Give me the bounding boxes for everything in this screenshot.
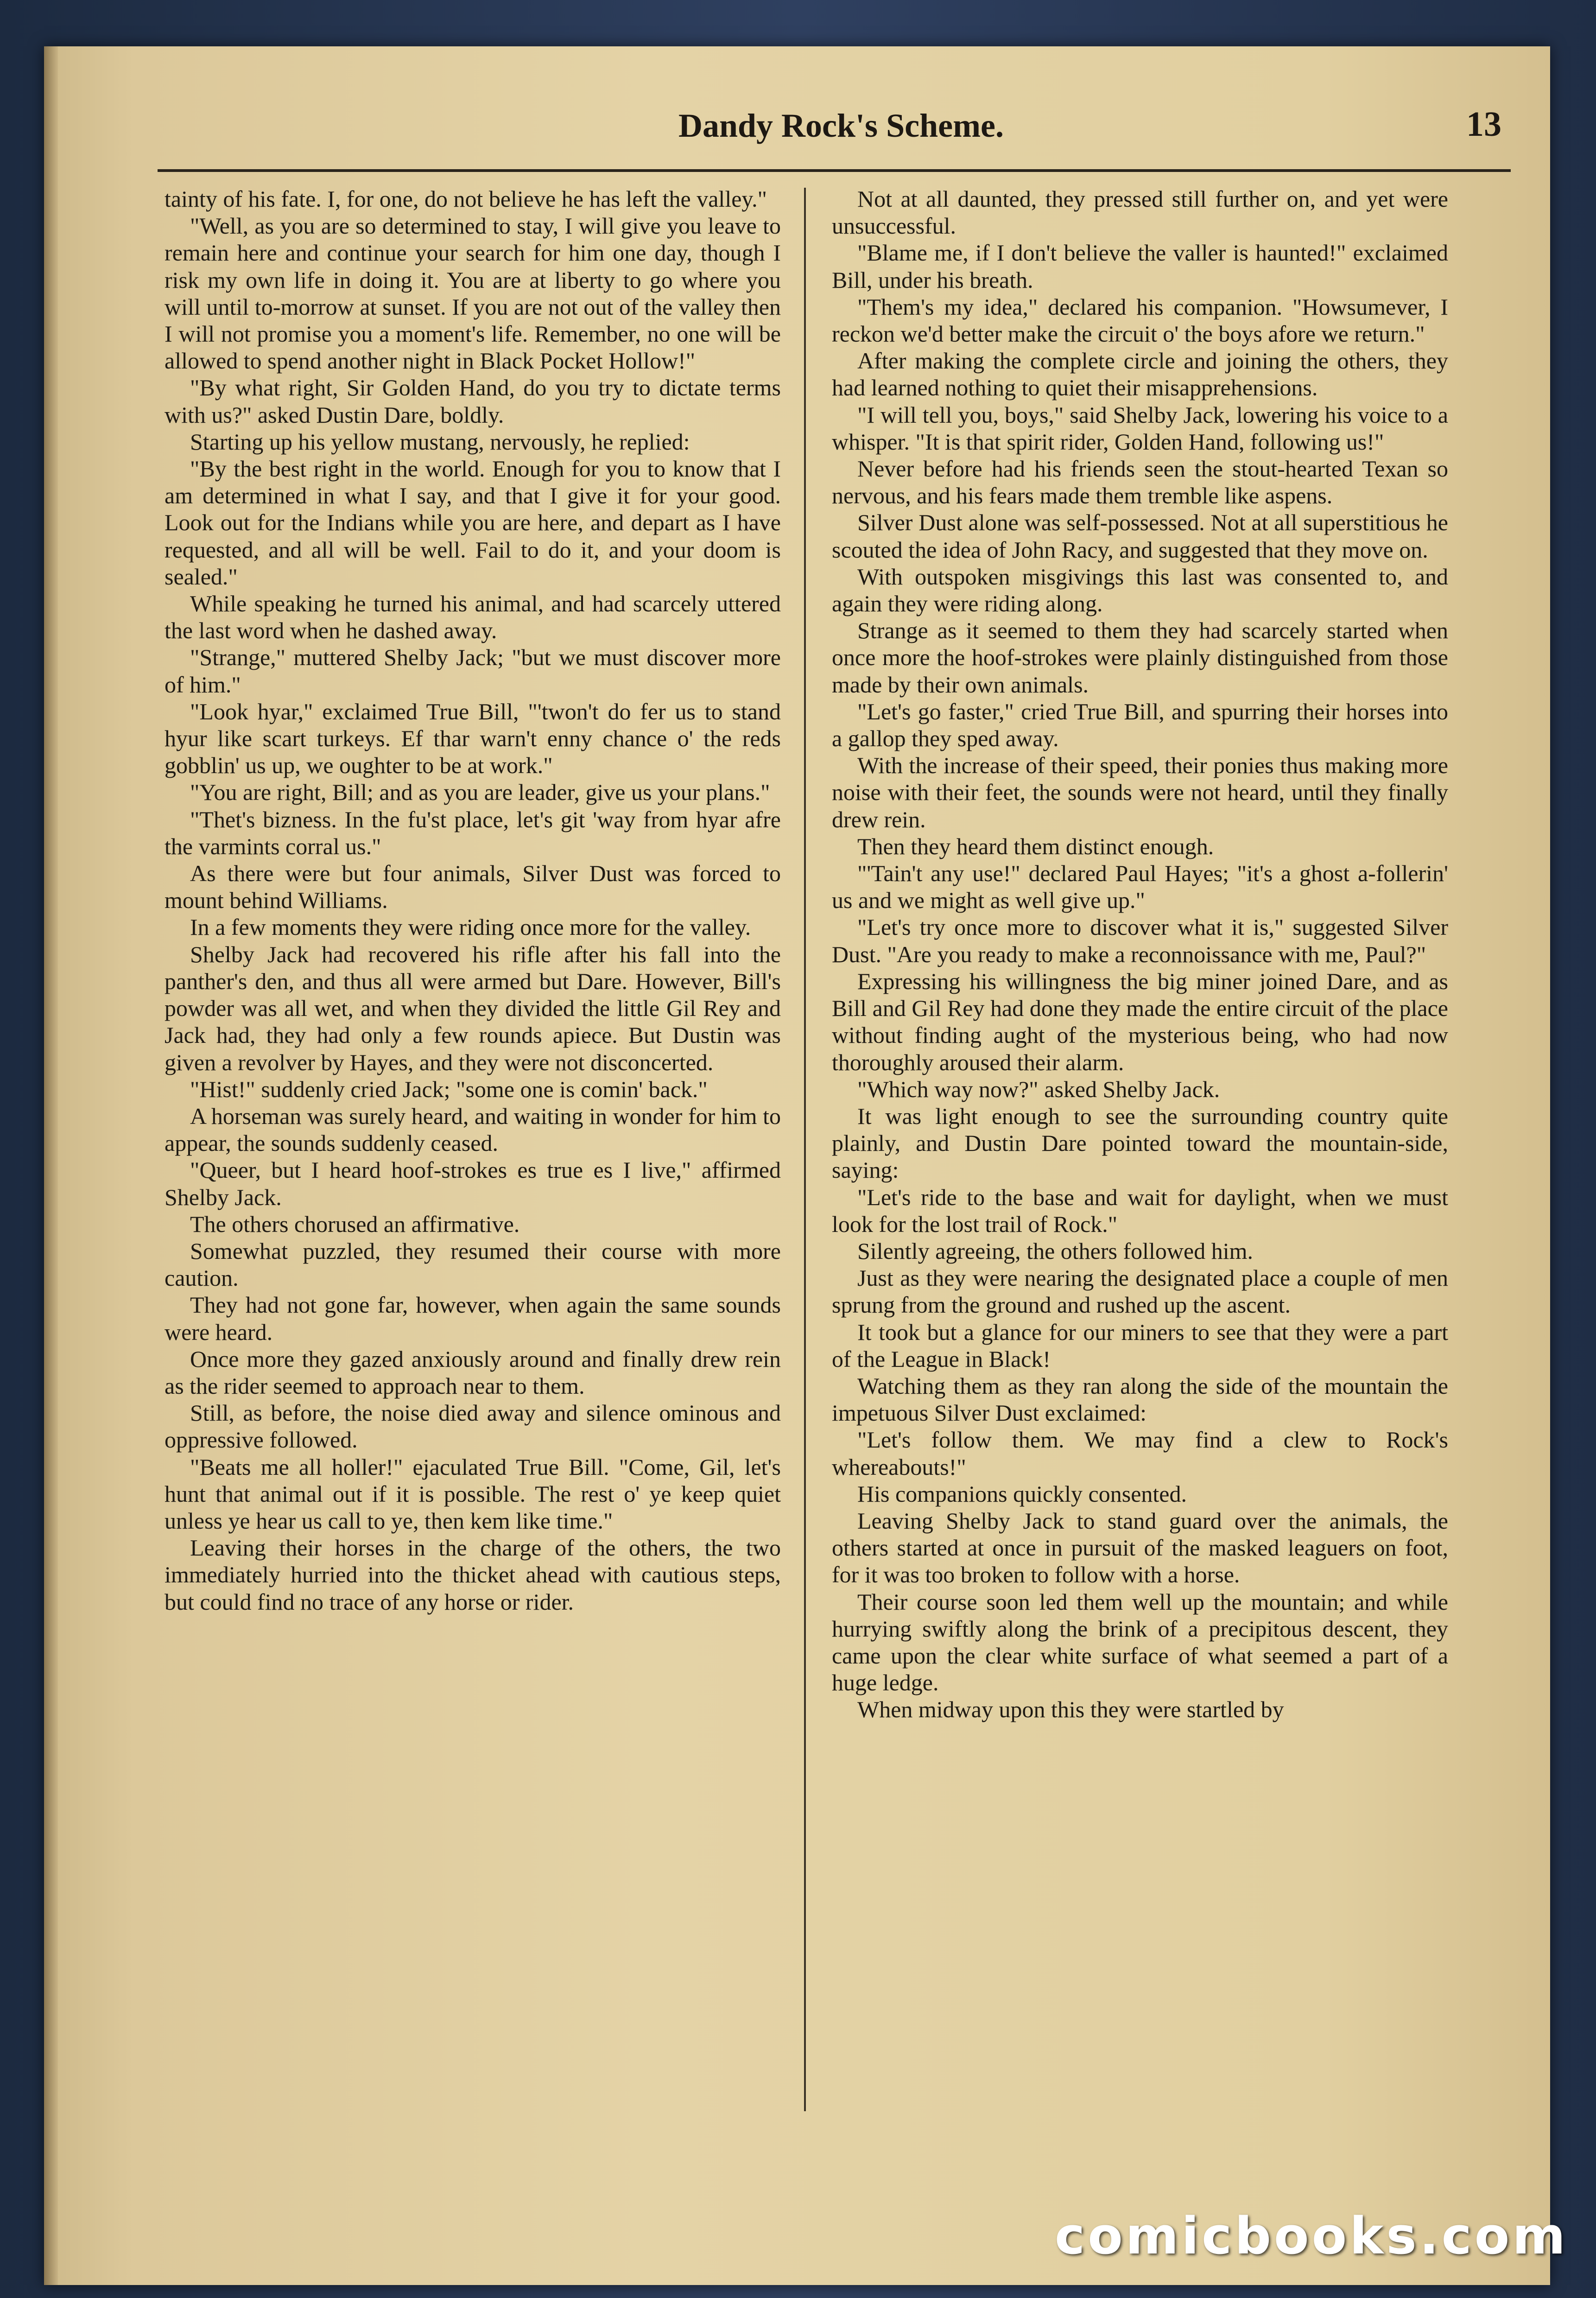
page-spine [44,46,58,2285]
paragraph: Never before had his friends seen the stout-hearted Texan so nervous, and his fears made them tremble like aspens. [832,456,1448,509]
paragraph: tainty of his fate. I, for one, do not believe he has left the valley." [165,186,767,212]
paragraph: Then they heard them distinct enough. [857,833,1214,859]
paragraph: "Queer, but I heard hoof-strokes es true es I live," affirmed Shelby Jack. [165,1157,781,1210]
paragraph: "Look hyar," exclaimed True Bill, "'twon't do fer us to stand hyur like scart turkeys. Ef thar warn't enny chance o' the reds gobblin' us up, we oughter to be at work." [165,698,781,779]
paragraph: "Blame me, if I don't believe the valler is haunted!" exclaimed Bill, under his breath. [832,240,1448,293]
paragraph: "Beats me all holler!" ejaculated True Bill. "Come, Gil, let's hunt that animal out if it is possible. The rest o' ye keep quiet unless ye hear us call to ye, then kem like time." [165,1454,781,1534]
paragraph: Still, as before, the noise died away and silence ominous and oppressive followed. [165,1400,781,1453]
paragraph: "Them's my idea," declared his companion. "Howsumever, I reckon we'd better make the circuit o' the boys afore we return." [832,293,1448,347]
text-column-left [165,185,781,2114]
paragraph: They had not gone far, however, when again the same sounds were heard. [165,1292,781,1345]
paragraph: When midway upon this they were startled by [857,1696,1284,1723]
paragraph: Starting up his yellow mustang, nervously, he replied: [190,428,690,455]
paragraph: With outspoken misgivings this last was consented to, and again they were riding along. [832,563,1448,617]
paragraph: "By the best right in the world. Enough for you to know that I am determined in what I say, and that I give it for your good. Look out for the Indians while you are here, and depart as I have requested, and all will be well. Fail to do it, and your doom is sealed." [165,456,781,590]
paragraph: Leaving their horses in the charge of the others, the two immediately hurried into the thicket ahead with cautious steps, but could find no trace of any horse or rider. [165,1535,781,1615]
paragraph: In a few moments they were riding once more for the valley. [190,914,751,940]
running-title: Dandy Rock's Scheme. [678,107,1004,144]
paragraph: A horseman was surely heard, and waiting in wonder for him to appear, the sounds suddenly ceased. [165,1103,781,1156]
paragraph: Shelby Jack had recovered his rifle after his fall into the panther's den, and thus all were armed but Dare. However, Bill's powder was all wet, and when they divided the little Gil Rey and Jack had, they had only a few rounds apiece. But Dustin was given a revolver by Hayes, and they were not disconcerted. [165,941,781,1075]
watermark: comicbooks.com [1055,2206,1568,2266]
paragraph: "'Tain't any use!" declared Paul Hayes; "it's a ghost a-follerin' us and we might as well give up." [832,860,1448,914]
paragraph: It took but a glance for our miners to see that they were a part of the League in Black! [832,1319,1448,1372]
paragraph: Strange as it seemed to them they had scarcely started when once more the hoof-strokes were plainly distinguished from those made by their own animals. [832,617,1448,698]
page-number: 13 [1466,105,1501,144]
paragraph: While speaking he turned his animal, and had scarcely uttered the last word when he dashed away. [165,590,781,644]
paragraph: "Let's ride to the base and wait for daylight, when we must look for the lost trail of Rock." [832,1184,1448,1237]
paragraph: Somewhat puzzled, they resumed their course with more caution. [165,1238,781,1291]
header-rule [158,169,1511,172]
column-divider [804,188,806,2111]
paragraph: It was light enough to see the surrounding country quite plainly, and Dustin Dare pointed toward the mountain-side, saying: [832,1103,1448,1183]
paragraph: His companions quickly consented. [857,1480,1187,1507]
paragraph: "Let's try once more to discover what it is," suggested Silver Dust. "Are you ready to make a reconnoissance with me, Paul?" [832,914,1448,967]
paragraph: "Strange," muttered Shelby Jack; "but we must discover more of him." [165,644,781,698]
paragraph: Silently agreeing, the others followed him. [857,1238,1253,1264]
page-header [158,70,1525,162]
paragraph: Not at all daunted, they pressed still further on, and yet were unsuccessful. [832,186,1448,239]
paragraph: Leaving Shelby Jack to stand guard over the animals, the others started at once in pursuit of the masked leaguers on foot, for it was too broken to follow with a horse. [832,1507,1448,1588]
paragraph: "Well, as you are so determined to stay, I will give you leave to remain here and continue your search for him one day, though I risk my own life in doing it. You are at liberty to go where you will until to-morrow at sunset. If you are not out of the valley then I will not promise you a moment's life. Remember, no one will be allowed to spend another night in Black Pocket Hollow!" [165,213,781,374]
paragraph: Their course soon led them well up the mountain; and while hurrying swiftly along the brink of a precipitous descent, they came upon the clear white surface of what seemed a part of a huge ledge. [832,1588,1448,1696]
paragraph: "By what right, Sir Golden Hand, do you try to dictate terms with us?" asked Dustin Dare, boldly. [165,375,781,428]
paragraph: The others chorused an affirmative. [190,1211,520,1237]
paragraph: "Let's go faster," cried True Bill, and spurring their horses into a gallop they sped away. [832,698,1448,752]
paragraph: As there were but four animals, Silver Dust was forced to mount behind Williams. [165,860,781,914]
paragraph: Watching them as they ran along the side of the mountain the impetuous Silver Dust exclaimed: [832,1372,1448,1426]
paragraph: "Hist!" suddenly cried Jack; "some one is comin' back." [190,1076,708,1102]
text-column-right [832,185,1448,2114]
paragraph: After making the complete circle and joining the others, they had learned nothing to quiet their misapprehensions. [832,348,1448,401]
paragraph: Just as they were nearing the designated place a couple of men sprung from the ground and rushed up the ascent. [832,1265,1448,1318]
paragraph: "Let's follow them. We may find a clew to Rock's whereabouts!" [832,1427,1448,1480]
paragraph: Once more they gazed anxiously around and finally drew rein as the rider seemed to approach near to them. [165,1346,781,1399]
paragraph: "I will tell you, boys," said Shelby Jack, lowering his voice to a whisper. "It is that spirit rider, Golden Hand, following us!" [832,401,1448,455]
paragraph: "Thet's bizness. In the fu'st place, let's git 'way from hyar afre the varmints corral us." [165,806,781,859]
paragraph: "Which way now?" asked Shelby Jack. [857,1076,1220,1102]
paragraph: With the increase of their speed, their ponies thus making more noise with their feet, the sounds were not heard, until they finally drew rein. [832,752,1448,832]
paragraph: Expressing his willingness the big miner joined Dare, and as Bill and Gil Rey had done they made the entire circuit of the place without finding aught of the mysterious being, who had now thoroughly aroused their alarm. [832,968,1448,1075]
paragraph: "You are right, Bill; and as you are leader, give us your plans." [190,779,770,806]
paragraph: Silver Dust alone was self-possessed. Not at all superstitious he scouted the idea of John Racy, and suggested that they move on. [832,509,1448,563]
